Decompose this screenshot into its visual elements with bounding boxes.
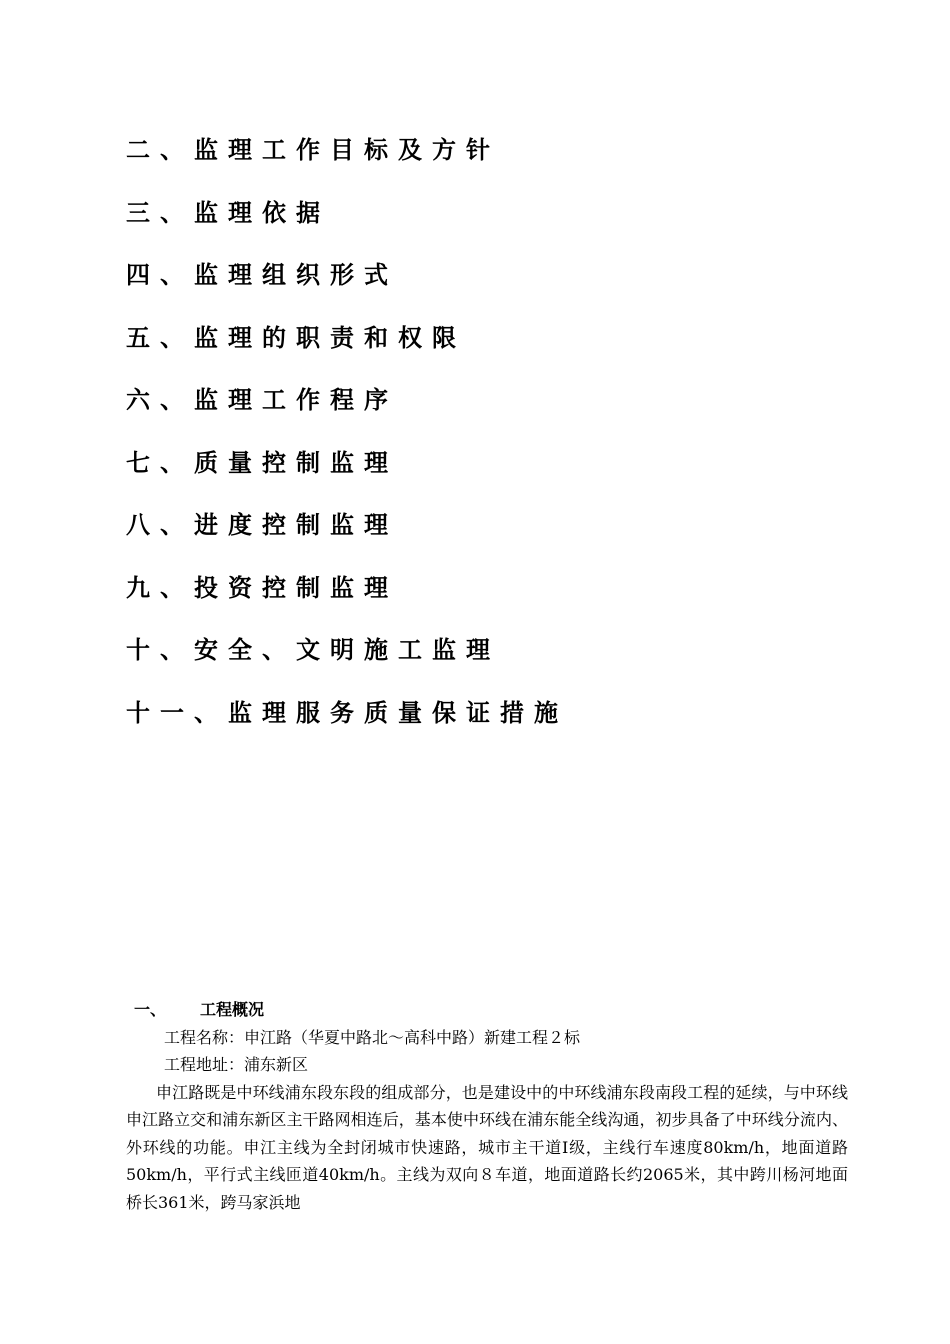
toc-item: 十一、监理服务质量保证措施 [126, 698, 568, 727]
section-heading [126, 996, 848, 1024]
section-number: 一、 [134, 1000, 167, 1019]
toc-item: 十、安全、文明施工监理 [126, 636, 500, 664]
toc-item: 三、监理依据 [126, 198, 330, 227]
table-of-contents [126, 128, 846, 753]
project-address: 工程地址：浦东新区 [164, 1055, 309, 1074]
project-name: 工程名称：申江路（华夏中路北～高科中路）新建工程２标 [164, 1027, 581, 1047]
toc-item: 五、监理的职责和权限 [126, 323, 466, 352]
toc-item: 四、监理组织形式 [126, 261, 398, 289]
section-project-overview [126, 996, 848, 1216]
toc-item: 二、监理工作目标及方针 [126, 136, 500, 164]
project-description: 申江路既是中环线浦东段东段的组成部分，也是建设中的中环线浦东段南段工程的延续，与中环线申江路立交和浦东新区主干路网相连后，基本使中环线在浦东能全线沟通，初步具备了中环线分流内、外环线的功能。申江主线为全封闭城市快速路，城市主干道Ⅰ级，主线行车速度80km/h，地面道路50km/h，平行式主线匝道40km/h。主线为双向８车道，地面道路长约2065米，其中跨川杨河地面桥长361米，跨马家浜地 [126, 1082, 848, 1212]
toc-item: 九、投资控制监理 [126, 573, 398, 602]
toc-item: 七、质量控制监理 [126, 448, 398, 477]
toc-item: 八、进度控制监理 [126, 511, 398, 539]
toc-item: 六、监理工作程序 [126, 386, 398, 414]
section-title: 工程概况 [200, 1000, 265, 1019]
